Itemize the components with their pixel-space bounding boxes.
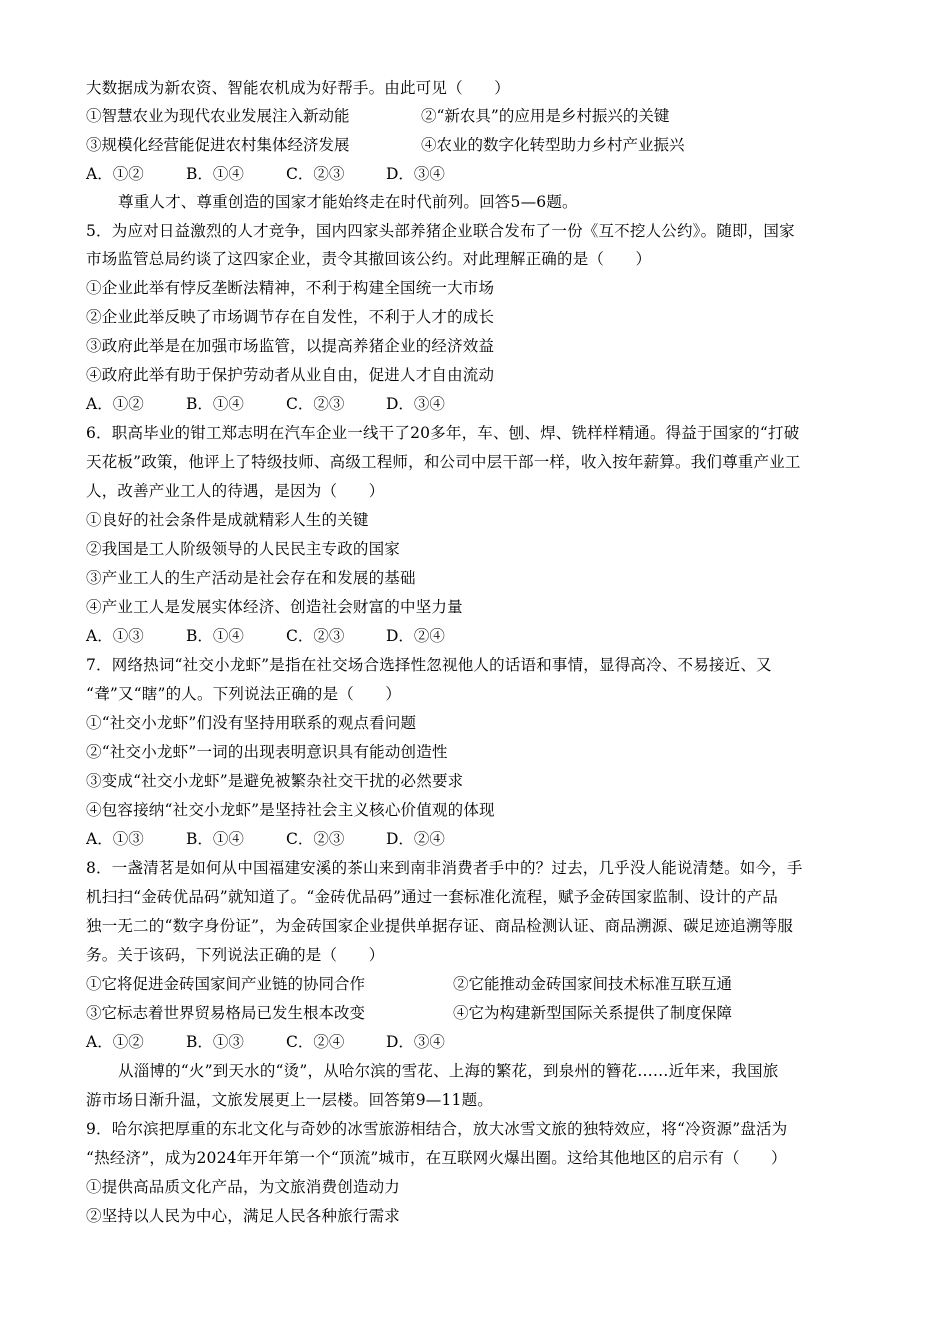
q4-option-d[interactable]: D．③④ [386, 165, 445, 183]
passage-intro-9-11-line1: 从淄博的“火”到天水的“烫”，从哈尔滨的雪花、上海的繁花，到泉州的簪花……近年来，我国旅 [118, 1062, 779, 1080]
q4-statement-2: ②“新农具”的应用是乡村振兴的关键 [421, 107, 670, 125]
q4-option-b[interactable]: B．①④ [186, 165, 244, 183]
q6-stem-line3: 人，改善产业工人的待遇，是因为（ ） [86, 482, 385, 500]
q4-option-a[interactable]: A．①② [86, 165, 144, 183]
q8-statement-3: ③它标志着世界贸易格局已发生根本改变 [86, 1004, 366, 1022]
q5-statement-1: ①企业此举有悖反垄断法精神，不利于构建全国统一大市场 [86, 279, 495, 297]
passage-intro-5-6: 尊重人才、尊重创造的国家才能始终走在时代前列。回答5—6题。 [118, 193, 578, 211]
q5-stem-line1: 5．为应对日益激烈的人才竞争，国内四家头部养猪企业联合发布了一份《互不挖人公约》。随即，国家 [86, 222, 795, 240]
passage-intro-9-11-line2: 游市场日渐升温，文旅发展更上一层楼。回答第9—11题。 [86, 1091, 493, 1109]
q7-statement-4: ④包容接纳“社交小龙虾”是坚持社会主义核心价值观的体现 [86, 801, 495, 819]
q5-option-c[interactable]: C．②③ [286, 395, 345, 413]
q6-option-d[interactable]: D．②④ [386, 627, 445, 645]
q7-option-c[interactable]: C．②③ [286, 830, 345, 848]
q8-statement-1: ①它将促进金砖国家间产业链的协同合作 [86, 975, 366, 993]
q6-statement-4: ④产业工人是发展实体经济、创造社会财富的中坚力量 [86, 598, 463, 616]
q4-statement-1: ①智慧农业为现代农业发展注入新动能 [86, 107, 350, 125]
q5-statement-4: ④政府此举有助于保护劳动者从业自由，促进人才自由流动 [86, 366, 495, 384]
q9-statement-1: ①提供高品质文化产品，为文旅消费创造动力 [86, 1178, 401, 1196]
q6-statement-2: ②我国是工人阶级领导的人民民主专政的国家 [86, 540, 401, 558]
q7-option-b[interactable]: B．①④ [186, 830, 244, 848]
q4-statement-4: ④农业的数字化转型助力乡村产业振兴 [421, 136, 685, 154]
q4-option-c[interactable]: C．②③ [286, 165, 345, 183]
q4-statement-3: ③规模化经营能促进农村集体经济发展 [86, 136, 350, 154]
q5-statement-2: ②企业此举反映了市场调节存在自发性，不利于人才的成长 [86, 308, 495, 326]
q6-statement-1: ①良好的社会条件是成就精彩人生的关键 [86, 511, 369, 529]
q6-statement-3: ③产业工人的生产活动是社会存在和发展的基础 [86, 569, 416, 587]
q8-option-d[interactable]: D．③④ [386, 1033, 445, 1051]
q8-statement-4: ④它为构建新型国际关系提供了制度保障 [453, 1004, 733, 1022]
q8-stem-line1: 8．一盏清茗是如何从中国福建安溪的茶山来到南非消费者手中的？过去，几乎没人能说清楚。如今，手 [86, 859, 803, 877]
q8-statement-2: ②它能推动金砖国家间技术标准互联互通 [453, 975, 733, 993]
q5-statement-3: ③政府此举是在加强市场监管，以提高养猪企业的经济效益 [86, 337, 495, 355]
q9-statement-2: ②坚持以人民为中心，满足人民各种旅行需求 [86, 1207, 401, 1225]
q6-stem-line2: 天花板”政策，他评上了特级技师、高级工程师，和公司中层干部一样，收入按年薪算。我们尊重产业工 [86, 453, 801, 471]
q7-option-a[interactable]: A．①③ [86, 830, 144, 848]
q8-stem-line2: 机扫扫“金砖优品码”就知道了。“金砖优品码”通过一套标准化流程，赋予金砖国家监制、设计的产品 [86, 888, 778, 906]
q8-option-a[interactable]: A．①② [86, 1033, 144, 1051]
q5-option-b[interactable]: B．①④ [186, 395, 244, 413]
q7-statement-3: ③变成“社交小龙虾”是避免被繁杂社交干扰的必然要求 [86, 772, 464, 790]
q7-statement-2: ②“社交小龙虾”一词的出现表明意识具有能动创造性 [86, 743, 448, 761]
q9-stem-line1: 9．哈尔滨把厚重的东北文化与奇妙的冰雪旅游相结合，放大冰雪文旅的独特效应，将“冷资源”盘活为 [86, 1120, 788, 1138]
q6-option-c[interactable]: C．②③ [286, 627, 345, 645]
q7-statement-1: ①“社交小龙虾”们没有坚持用联系的观点看问题 [86, 714, 417, 732]
q8-stem-line4: 务。关于该码，下列说法正确的是（ ） [86, 946, 385, 964]
q7-stem-line2: “聋”又“瞎”的人。下列说法正确的是（ ） [86, 685, 402, 703]
q5-option-a[interactable]: A．①② [86, 395, 144, 413]
q7-stem-line1: 7．网络热词“社交小龙虾”是指在社交场合选择性忽视他人的话语和事情，显得高冷、不易接近、又 [86, 656, 772, 674]
q6-stem-line1: 6．职高毕业的钳工郑志明在汽车企业一线干了20多年，车、刨、焊、铣样样精通。得益于国家的“打破 [86, 424, 800, 442]
q4-stem-end: 大数据成为新农资、智能农机成为好帮手。由此可见（ ） [86, 79, 510, 97]
q8-stem-line3: 独一无二的“数字身份证”，为金砖国家企业提供单据存证、商品检测认证、商品溯源、碳足迹追溯等服 [86, 917, 794, 935]
q7-option-d[interactable]: D．②④ [386, 830, 445, 848]
q8-option-c[interactable]: C．②④ [286, 1033, 345, 1051]
q6-option-b[interactable]: B．①④ [186, 627, 244, 645]
q5-stem-line2: 市场监管总局约谈了这四家企业，责令其撤回该公约。对此理解正确的是（ ） [86, 250, 652, 268]
q8-option-b[interactable]: B．①③ [186, 1033, 244, 1051]
q5-option-d[interactable]: D．③④ [386, 395, 445, 413]
q6-option-a[interactable]: A．①③ [86, 627, 144, 645]
q9-stem-line2: “热经济”，成为2024年开年第一个“顶流”城市，在互联网火爆出圈。这给其他地区的启示有（ ） [86, 1149, 787, 1167]
